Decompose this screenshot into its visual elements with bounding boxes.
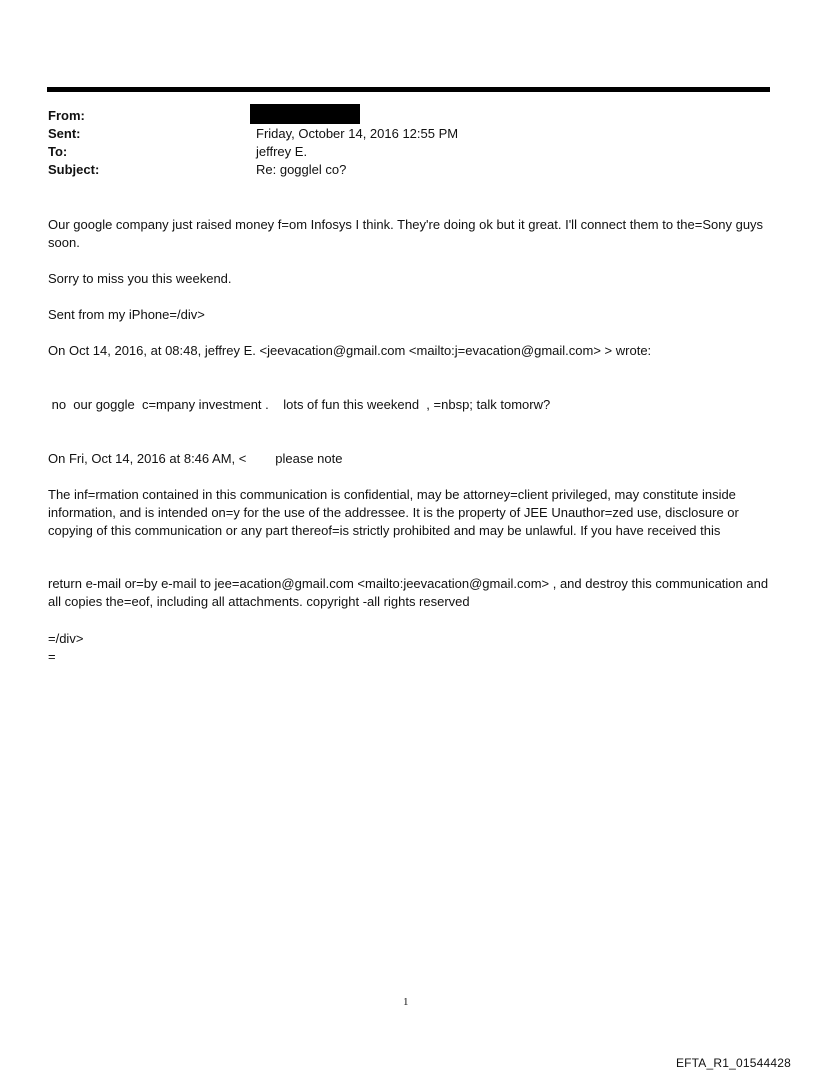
subject-label: Subject:: [48, 162, 100, 177]
bates-number: EFTA_R1_01544428: [675, 1056, 791, 1070]
quote-header-1: On Oct 14, 2016, at 08:48, jeffrey E. <jeevacation@gmail.com <mailto:j=evacation@gmail.com> > wrote:: [48, 343, 652, 358]
sent-label: Sent:: [48, 126, 81, 141]
page-number: 1: [403, 996, 409, 1008]
header-rule: [47, 87, 770, 92]
quoted-reply: no our goggle c=mpany investment . lots of fun this weekend , =nbsp; talk tomorw?: [48, 397, 551, 412]
subject-value: Re: gogglel co?: [256, 162, 347, 177]
closing-div: =/div>: [48, 631, 84, 646]
to-label: To:: [48, 144, 68, 159]
return-notice: return e-mail or=by e-mail to jee=acation@gmail.com <mailto:jeevacation@gmail.com> , and destroy this communication and all copies the=eof, including all attachments. copyright -all rights reserved: [48, 576, 769, 609]
sent-value: Friday, October 14, 2016 12:55 PM: [256, 126, 459, 141]
body-paragraph-3: Sent from my iPhone=/div>: [48, 307, 205, 322]
body-paragraph-2: Sorry to miss you this weekend.: [48, 271, 232, 286]
quote-header-2: On Fri, Oct 14, 2016 at 8:46 AM, < please note: [48, 451, 343, 466]
confidentiality-notice: The inf=rmation contained in this communication is confidential, may be attorney=client privileged, may constitute inside information, and is intended on=y for the use of the addressee. It is the property of JEE Unauthor=zed use, disclosure or copying of this communication or any part thereof=is strictly prohibited and may be unlawful. If you have received this: [48, 487, 739, 538]
redacted-sender: [250, 104, 360, 124]
body-paragraph-1: Our google company just raised money f=om Infosys I think. They're doing ok but it great. I'll connect them to the=Sony guys soon.: [48, 217, 764, 250]
to-value: jeffrey E.: [256, 144, 308, 159]
closing-equals: =: [48, 649, 56, 664]
from-label: From:: [48, 108, 85, 123]
